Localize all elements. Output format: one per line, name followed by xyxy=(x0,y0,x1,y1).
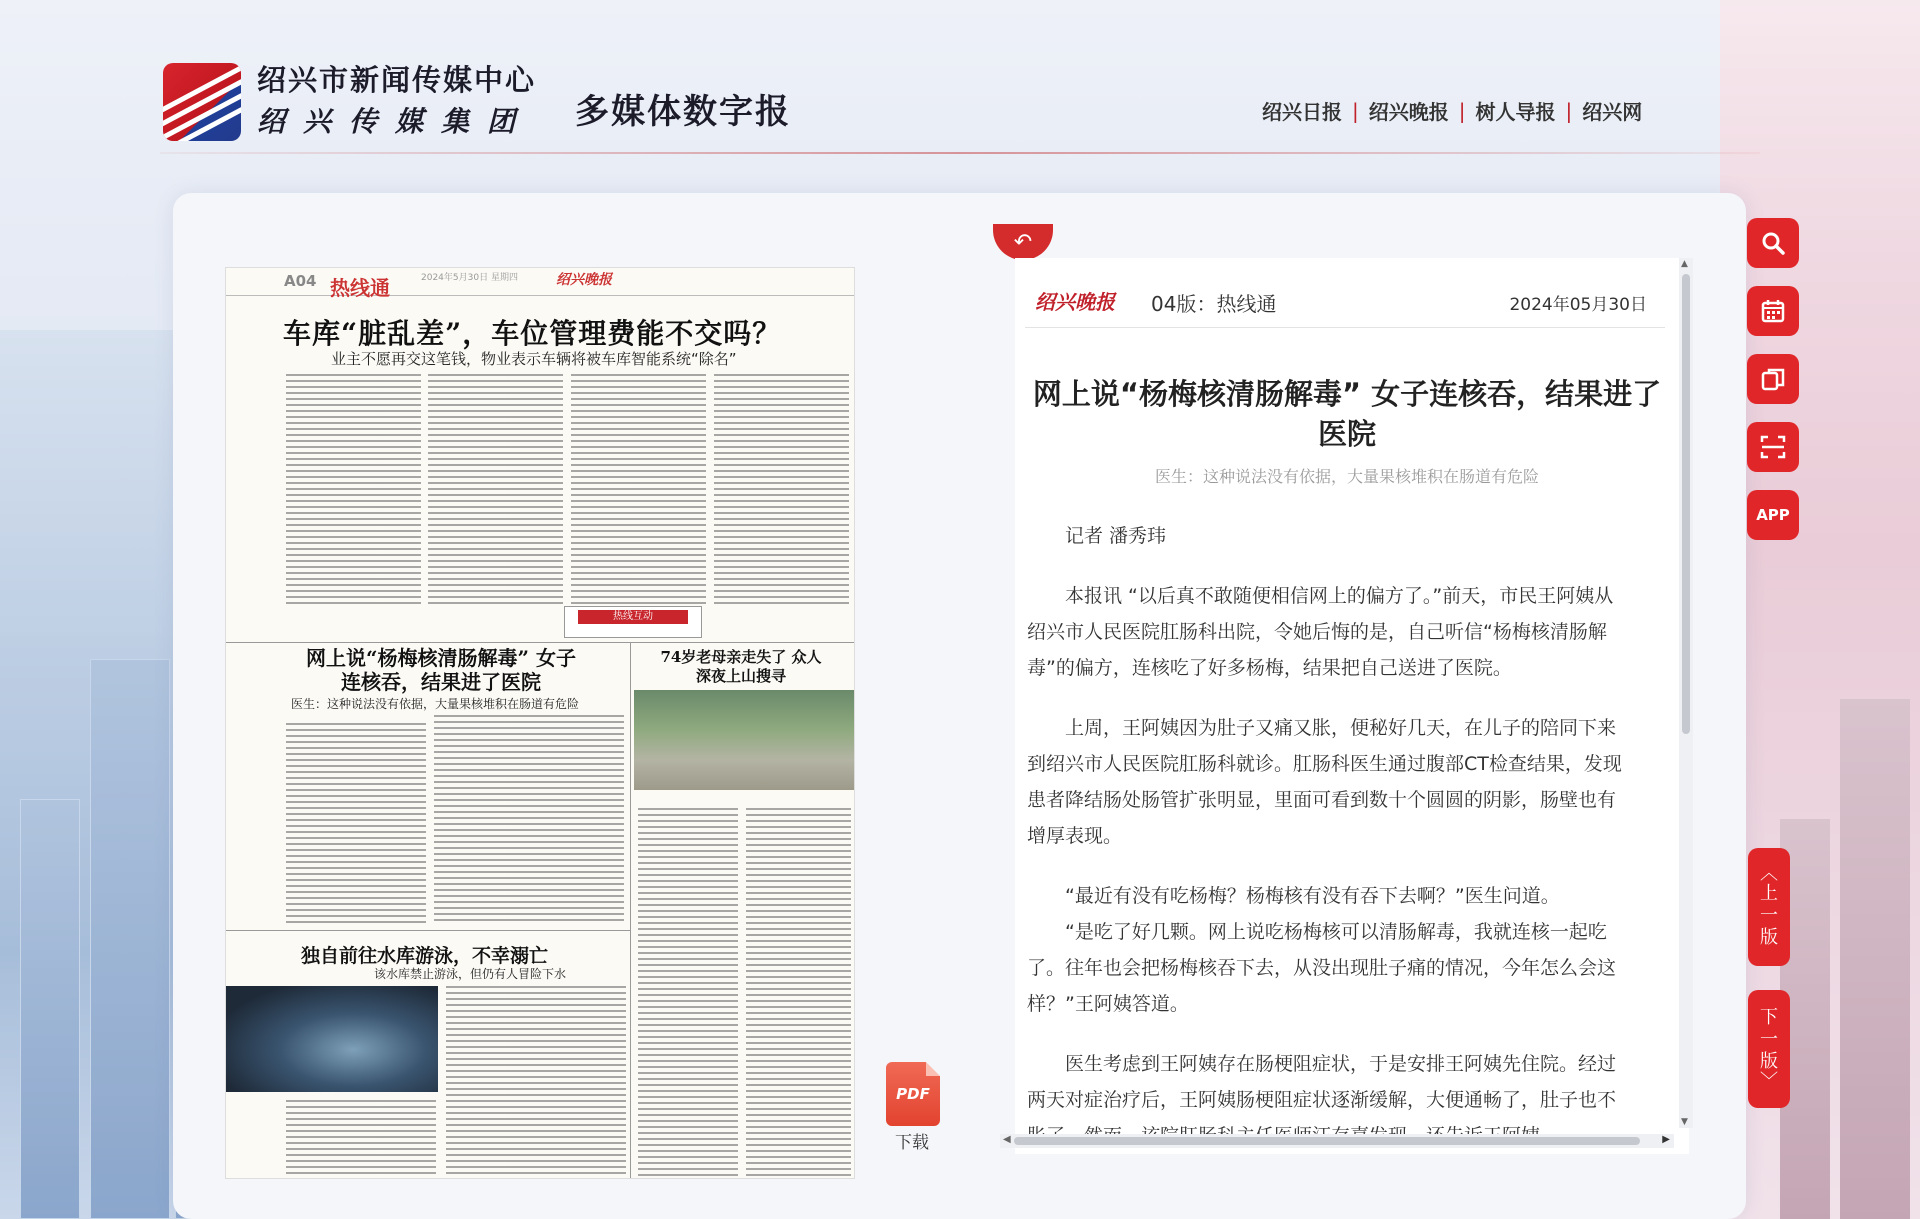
newspaper-subhead-yangmei: 医生：这种说法没有依据，大量果核堆积在肠道有危险 xyxy=(291,697,580,711)
article-masthead: 绍兴晚报 xyxy=(1035,290,1115,314)
nav-link-shuren-guide[interactable]: 树人导报 xyxy=(1475,100,1556,124)
article-title: 网上说“杨梅核清肠解毒” 女子连核吞，结果进了医院 xyxy=(1032,377,1662,451)
scan-icon[interactable] xyxy=(1747,422,1799,472)
article-vertical-scrollbar[interactable] xyxy=(1679,258,1693,1128)
brand-line2: 绍兴传媒集团 xyxy=(257,105,534,138)
prev-page-label-3: 版 xyxy=(1760,927,1778,948)
article-header xyxy=(1025,278,1665,328)
scroll-down-arrow-icon[interactable]: ▼ xyxy=(1681,1117,1688,1127)
newspaper-headline-yangmei[interactable]: 网上说“杨梅核清肠解毒” 女子连核吞，结果进了医院 xyxy=(306,646,576,694)
next-page-label-2: 一 xyxy=(1760,1029,1778,1050)
next-page-button[interactable] xyxy=(1748,990,1790,1108)
scroll-right-arrow-icon[interactable]: ▶ xyxy=(1662,1134,1670,1145)
newspaper-headline-main[interactable]: 车库“脏乱差”，车位管理费能不交吗？ xyxy=(283,317,782,350)
prev-page-label-2: 一 xyxy=(1760,905,1778,926)
newspaper-headline-drowning[interactable]: 独自前往水库游泳，不幸溺亡 xyxy=(301,945,549,967)
newspaper-page-number: A04 xyxy=(284,272,317,290)
article-date: 2024年05月30日 xyxy=(1509,295,1647,315)
newspaper-subhead-main: 业主不愿再交这笔钱，物业表示车辆将被车库智能系统“除名” xyxy=(331,350,737,368)
nav-separator: | xyxy=(1352,98,1359,123)
article-paragraph: 医生考虑到王阿姨存在肠梗阻症状，于是安排王阿姨先住院。经过两天对症治疗后，王阿姨肠梗阻症状逐渐缓解，大便通畅了，肚子也不 xyxy=(1027,1053,1617,1111)
nav-separator: | xyxy=(1565,98,1573,123)
article-paragraph: 本报讯 “以后真不敢随便相信网上的偏方了。”前天，市民王阿姨从绍兴市人民医院肛肠科出院，令她后悔的是，自己听信“杨梅核清肠解毒”的偏方，连核吃了好多杨梅，结果把自己送进了医院。 xyxy=(1027,585,1614,679)
copy-icon[interactable] xyxy=(1747,354,1799,404)
search-icon[interactable] xyxy=(1747,218,1799,268)
prev-page-label-1: 上 xyxy=(1760,883,1778,904)
newspaper-photo-reservoir xyxy=(226,986,438,1092)
article-paragraph: “最近有没有吃杨梅？杨梅核有没有吞下去啊？”医生问道。 xyxy=(1065,885,1560,907)
newspaper-hotline-box: 热线互动 xyxy=(564,606,702,638)
prev-page-button[interactable] xyxy=(1748,848,1790,966)
article-paragraph: 上周，王阿姨因为肚子又痛又胀，便秘好几天，在儿子的陪同下来到绍兴市人民医院肛肠科就诊。肛肠科医生通过腹部CT检查结果，发现患者降结肠处肠管扩张明显，里面可看到数十个圆圆的阴影，肠壁也有增厚表现。 xyxy=(1027,717,1622,847)
article-byline: 记者 潘秀玮 xyxy=(1065,525,1167,547)
newspaper-header xyxy=(226,268,855,300)
article-paragraph: “是吃了好几颗。网上说吃杨梅核可以清肠解毒，我就连核一起吃了。往年也会把杨梅核吞下去，从没出现肚子痛的情况，今年怎么会这样？”王阿姨答道。 xyxy=(1027,921,1617,1015)
pdf-download-button[interactable]: PDF xyxy=(886,1062,940,1126)
nav-link-shaoxing-daily[interactable]: 绍兴日报 xyxy=(1262,100,1342,124)
newspaper-page[interactable] xyxy=(225,267,855,1179)
back-icon[interactable]: ↶ xyxy=(993,224,1053,260)
article-panel xyxy=(1015,258,1689,1154)
newspaper-date: 2024年5月30日 星期四 xyxy=(421,273,518,283)
scrollbar-thumb[interactable] xyxy=(1014,1137,1640,1145)
scrollbar-thumb[interactable] xyxy=(1682,274,1690,734)
calendar-icon[interactable] xyxy=(1747,286,1799,336)
top-nav xyxy=(1262,96,1642,125)
pdf-download-label[interactable]: 下载 xyxy=(895,1133,929,1153)
article-body xyxy=(1027,518,1627,1154)
newspaper-subhead-drowning: 该水库禁止游泳，但仍有人冒险下水 xyxy=(374,967,567,981)
newspaper-masthead: 绍兴晚报 xyxy=(556,272,612,288)
newspaper-headline-missing-mother[interactable]: 74岁老母亲走失了 众人深夜上山搜寻 xyxy=(660,648,822,685)
scroll-left-arrow-icon[interactable]: ◀ xyxy=(1003,1134,1011,1145)
scroll-up-arrow-icon[interactable]: ▲ xyxy=(1681,259,1688,269)
product-title: 多媒体数字报 xyxy=(575,92,791,132)
chevron-down-icon: ﹀ xyxy=(1760,1071,1778,1092)
chevron-up-icon: ︿ xyxy=(1760,863,1778,884)
next-page-label-1: 下 xyxy=(1760,1007,1778,1028)
article-horizontal-scrollbar[interactable] xyxy=(1000,1134,1674,1148)
article-subtitle: 医生：这种说法没有依据，大量果核堆积在肠道有危险 xyxy=(1154,467,1539,486)
brand-line1: 绍兴市新闻传媒中心 xyxy=(257,63,537,97)
next-page-label-3: 版 xyxy=(1760,1051,1778,1072)
header-divider xyxy=(160,152,1760,154)
newspaper-photo-search xyxy=(634,690,855,790)
nav-link-shaoxing-net[interactable]: 绍兴网 xyxy=(1582,100,1643,124)
nav-separator: | xyxy=(1458,98,1466,123)
newspaper-section: 热线通 xyxy=(330,276,390,300)
article-version: 04版：热线通 xyxy=(1151,292,1277,316)
app-icon[interactable]: APP xyxy=(1747,490,1799,540)
logo-icon xyxy=(163,63,241,141)
nav-link-shaoxing-evening[interactable]: 绍兴晚报 xyxy=(1368,100,1449,124)
